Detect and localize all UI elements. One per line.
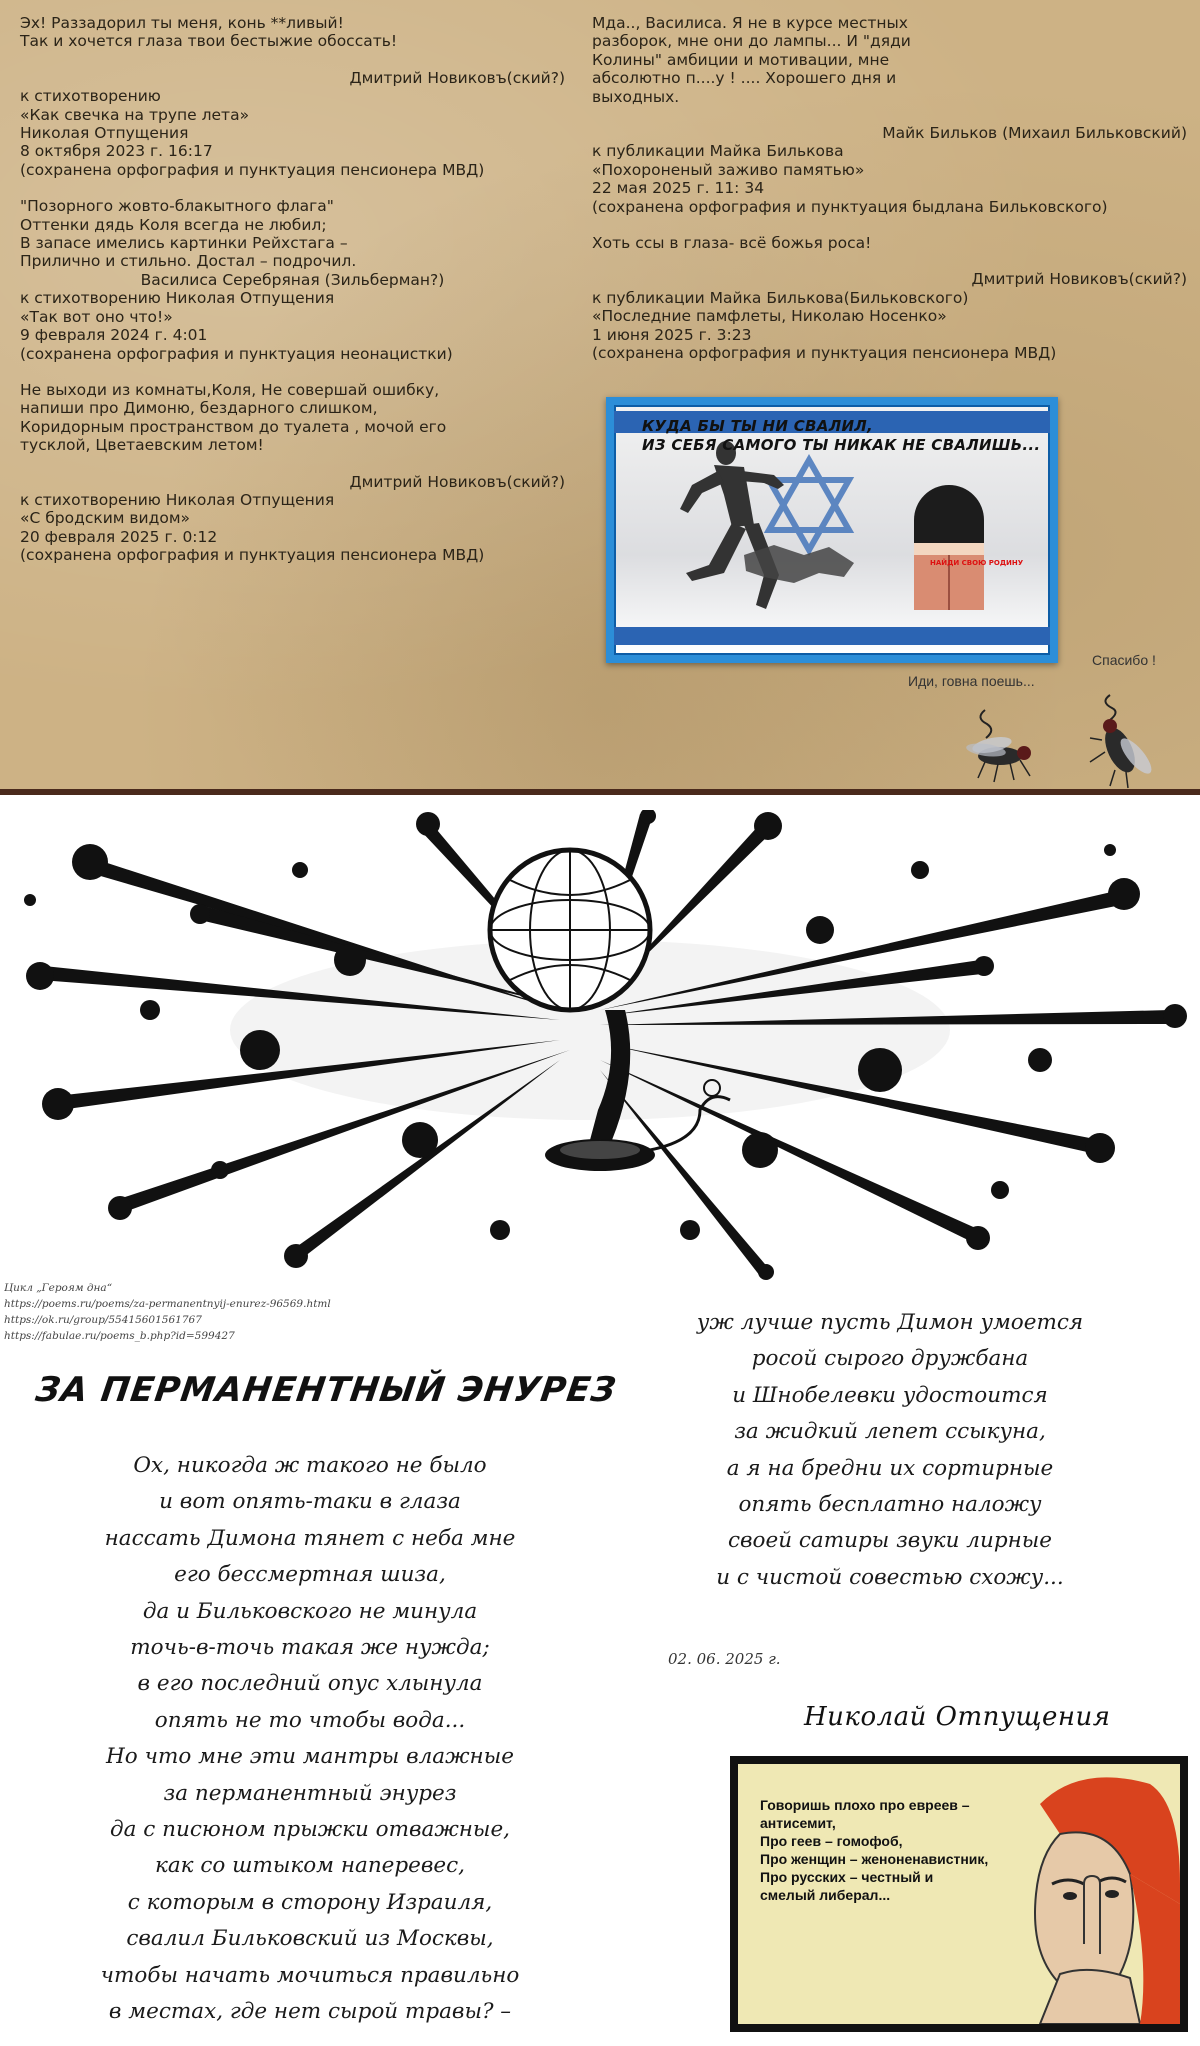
comments-panel [0, 0, 1200, 795]
comment-line: (сохранена орфография и пунктуация неонацистки) [20, 344, 453, 363]
poem-line: свалил Бильковский из Москвы, [126, 1926, 494, 1952]
comment-line: (сохранена орфография и пунктуация пенсионера МВД) [592, 344, 1057, 363]
spacer [592, 106, 1187, 124]
poem-line: в местах, где нет сырой травы? – [108, 1999, 512, 2025]
quote-poster-text [760, 1796, 988, 1904]
speech-squiggle-icon [980, 710, 991, 738]
comment-line: Не выходи из комнаты,Коля, Не совершай ошибку, [20, 380, 440, 399]
poem-line: Но что мне эти мантры влажные [106, 1744, 514, 1770]
comment-line: к стихотворению Николая Отпущения [20, 490, 335, 509]
poem-line: опять бесплатно наложу [738, 1492, 1042, 1518]
comment-line: Так и хочется глаза твои бестыжие обоссать! [20, 32, 398, 51]
comment-line: 20 февраля 2025 г. 0:12 [20, 527, 218, 546]
spacer [20, 363, 565, 381]
spacer [20, 179, 565, 197]
comment-line: выходных. [592, 87, 680, 106]
link-poems-ru[interactable]: https://poems.ru/poems/za-permanentnyij-enurez-96569.html [4, 1298, 331, 1310]
poem-line: в его последний опус хлынула [137, 1671, 483, 1697]
comment-line: к стихотворению [20, 87, 161, 106]
comment-line: "Позорного жовто-блакытного флага" [20, 197, 334, 216]
quote-poster-image [730, 1756, 1188, 2032]
poem-line: Ох, никогда ж такого не было [133, 1453, 487, 1478]
comment-line: 9 февраля 2024 г. 4:01 [20, 326, 208, 345]
speech-squiggle-icon [1105, 695, 1115, 720]
poem-title: ЗА ПЕРМАНЕНТНЫЙ ЭНУРЕЗ [33, 1370, 620, 1410]
comment-line: 8 октября 2023 г. 16:17 [20, 142, 213, 161]
poem-line: как со штыком наперевес, [154, 1853, 465, 1879]
ink-splash-fan-illustration [0, 810, 1200, 1280]
poster-caption-line-1: КУДА БЫ ТЫ НИ СВАЛИЛ, [642, 417, 874, 435]
poem-line: его бессмертная шиза, [174, 1562, 446, 1588]
poem-line: и вот опять-таки в глаза [159, 1489, 461, 1515]
poem-line: росой сырого дружбана [751, 1346, 1029, 1372]
poem-line: и с чистой совестью схожу... [716, 1564, 1064, 1590]
quote-line: Про женщин – женоненавистник, [760, 1851, 989, 1867]
poem-line: да с писюном прыжки отважные, [110, 1817, 510, 1843]
poem-line: с которым в сторону Израиля, [127, 1889, 493, 1915]
comments-right-column [592, 14, 1187, 363]
source-links [4, 1280, 331, 1344]
cycle-label: Цикл „Героям дна“ [4, 1282, 113, 1294]
comment-line: В запасе имелись картинки Рейхстага – [20, 234, 348, 253]
poem-stanza-right [640, 1305, 1140, 1596]
poster-caption-line-2: ИЗ СЕБЯ САМОГО ТЫ НИКАК НЕ СВАЛИШЬ... [642, 436, 1041, 454]
comment-line: к стихотворению Николая Отпущения [20, 289, 335, 308]
spacer [20, 51, 565, 69]
poem-line: и Шнобелевки удостоится [732, 1382, 1048, 1408]
quote-line: Про геев – гомофоб, [760, 1833, 903, 1849]
spacer [592, 252, 1187, 270]
comment-line: Хоть ссы в глаза- всё божья роса! [592, 234, 872, 253]
comment-line: разборок, мне они до лампы... И "дяди [592, 32, 911, 51]
comment-line: Эх! Раззадорил ты меня, конь **ливый! [20, 14, 344, 32]
flies-illustration [940, 690, 1160, 790]
poem-line: а я на бредни их сортирные [726, 1455, 1054, 1481]
link-fabulae-ru[interactable]: https://fabulae.ru/poems_b.php?id=599427 [4, 1330, 235, 1342]
poster-caption [642, 417, 1040, 455]
poem-line: опять не то чтобы вода... [154, 1707, 466, 1733]
link-ok-ru[interactable]: https://ok.ru/group/55415601561767 [4, 1314, 202, 1326]
quote-line: смелый либерал... [760, 1887, 891, 1903]
comment-line: «Так вот оно что!» [20, 307, 173, 326]
comment-line: «Похороненый заживо памятью» [592, 160, 865, 179]
comment-line: Дмитрий Новиковъ(ский?) [349, 68, 565, 87]
comment-line: (сохранена орфография и пунктуация пенсионера МВД) [20, 160, 485, 179]
star-of-david-icon [769, 460, 849, 550]
fly-speech-left: Иди, говна поешь... [908, 673, 1035, 689]
quote-line: Про русских – честный и [760, 1869, 934, 1885]
comment-line: Майк Бильков (Михаил Бильковский) [882, 124, 1187, 143]
poster-find-label: НАЙДИ СВОЮ РОДИНУ [930, 559, 1024, 567]
comment-line: «С бродским видом» [20, 509, 190, 528]
finger-shush-icon [1084, 1876, 1100, 1954]
comment-line: Николая Отпущения [20, 124, 189, 143]
fly-left-icon [965, 734, 1031, 782]
spacer [592, 216, 1187, 234]
comment-line: Оттенки дядь Коля всегда не любил; [20, 215, 327, 234]
map-silhouette-icon [744, 545, 854, 583]
poem-author: Николай Отпущения [804, 1702, 1111, 1732]
arch-window-icon [914, 485, 984, 610]
fly-speech-right: Спасибо ! [1092, 652, 1156, 668]
comment-line: Дмитрий Новиковъ(ский?) [971, 270, 1187, 289]
poem-date: 02. 06. 2025 г. [668, 1650, 781, 1668]
quote-line: антисемит, [760, 1815, 836, 1831]
comment-line: к публикации Майка Билькова(Бильковского) [592, 288, 969, 307]
comment-line: 22 мая 2025 г. 11: 34 [592, 179, 765, 198]
comment-line: «Последние памфлеты, Николаю Носенко» [592, 307, 947, 326]
poem-stanza-left [20, 1448, 600, 2031]
comment-line: Василиса Серебряная (Зильберман?) [140, 270, 445, 289]
poem-line: да и Бильковского не минула [142, 1598, 478, 1624]
fly-right-icon [1090, 719, 1156, 788]
poem-line: точь-в-точь такая же нужда; [130, 1635, 490, 1661]
comments-left-column [20, 14, 565, 565]
comment-line: Мда.., Василиса. Я не в курсе местных [592, 14, 908, 32]
comment-line: (сохранена орфография и пунктуация пенсионера МВД) [20, 546, 485, 565]
poem-line: чтобы начать мочиться правильно [100, 1962, 520, 1988]
poem-line: за жидкий лепет ссыкуна, [734, 1419, 1046, 1445]
comment-line: Колины" амбиции и мотивации, мне [592, 50, 890, 69]
comment-line: (сохранена орфография и пунктуация быдлана Бильковского) [592, 197, 1108, 216]
comment-line: к публикации Майка Билькова [592, 142, 844, 161]
poem-line: уж лучше пусть Димон умоется [696, 1310, 1084, 1335]
satire-poster-image [606, 397, 1058, 663]
woman-shush-illustration [980, 1764, 1180, 2024]
poem-line: за перманентный энурез [163, 1780, 457, 1806]
running-figure-icon [680, 441, 784, 609]
quote-line: Говоришь плохо про евреев – [760, 1797, 970, 1813]
quote-poster-inner [738, 1764, 1180, 2024]
comment-line: 1 июня 2025 г. 3:23 [592, 325, 752, 344]
comment-line: напиши про Димоню, бездарного слишком, [20, 399, 378, 418]
comment-line: «Как свечка на трупе лета» [20, 105, 250, 124]
comment-line: Коридорным пространством до туалета , мочой его [20, 417, 447, 436]
comment-line: Прилично и стильно. Достал – подрочил. [20, 252, 357, 271]
comment-line: Дмитрий Новиковъ(ский?) [349, 472, 565, 491]
spacer [20, 455, 565, 473]
poem-line: нассать Димона тянет с неба мне [104, 1525, 516, 1551]
comment-line: тусклой, Цветаевским летом! [20, 436, 264, 455]
comment-line: абсолютно п....у ! .... Хорошего дня и [592, 69, 897, 88]
poem-line: своей сатиры звуки лирные [727, 1528, 1053, 1554]
